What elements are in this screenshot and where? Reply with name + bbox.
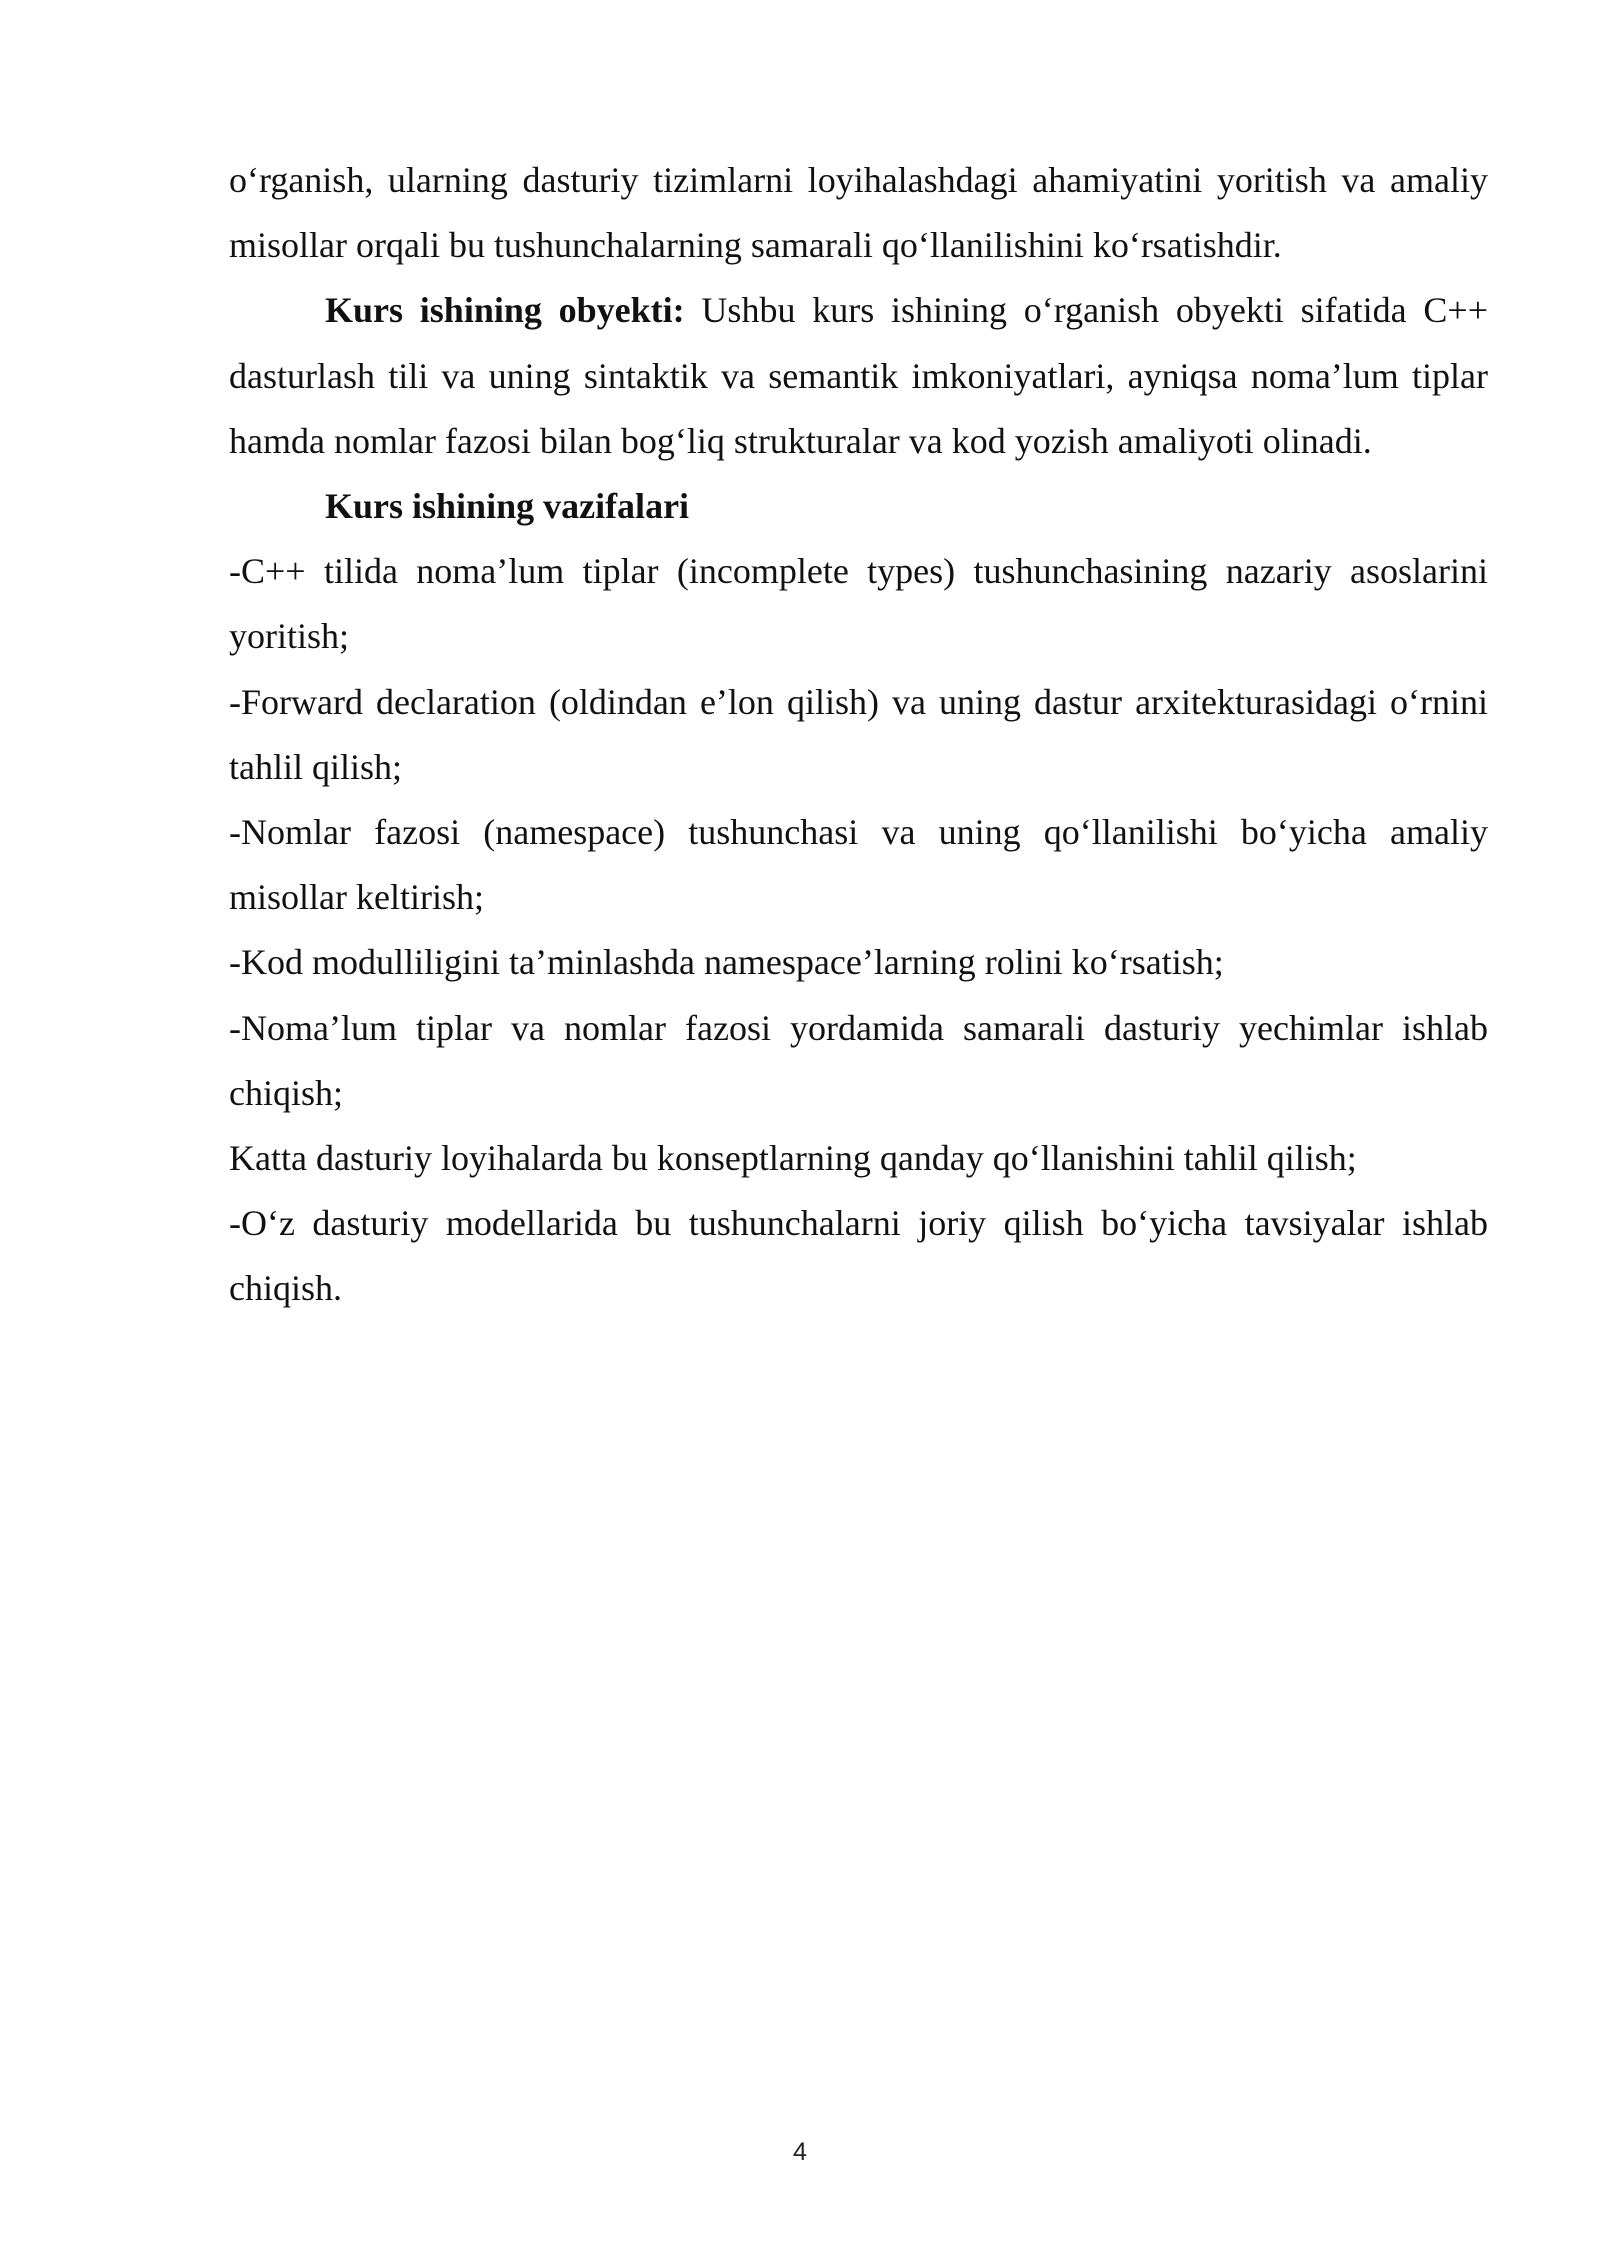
tasks-heading: Kurs ishining vazifalari	[325, 486, 690, 527]
object-heading: Kurs ishining obyekti:	[325, 290, 685, 331]
intro-continuation-paragraph: o‘rganish, ularning dasturiy tizimlarni loyihalashdagi ahamiyatini yoritish va amaliy misollar orqali bu tushunchalarning samarali qo‘llanilishini ko‘rsatishdir.	[229, 160, 1488, 266]
page-number: 4	[793, 2138, 807, 2166]
task-item: -Noma’lum tiplar va nomlar fazosi yordamida samarali dasturiy yechimlar ishlab chiqish;	[229, 1007, 1488, 1113]
object-text: Ushbu kurs ishining o‘rganish obyekti sifatida C++ dasturlash tili va uning sintaktik va semantik imkoniyatlari, ayniqsa noma’lum tiplar hamda nomlar fazosi bilan bog‘liq strukturalar va kod yozish amaliyoti olinadi.	[229, 290, 1488, 461]
task-item: Katta dasturiy loyihalarda bu konseptlarning qanday qo‘llanishini tahlil qilish;	[229, 1138, 1357, 1179]
object-paragraph	[229, 278, 1488, 474]
task-item: -Nomlar fazosi (namespace) tushunchasi va uning qo‘llanilishi bo‘yicha amaliy misollar keltirish;	[229, 812, 1488, 918]
task-item: -O‘z dasturiy modellarida bu tushunchalarni joriy qilish bo‘yicha tavsiyalar ishlab chiqish.	[229, 1203, 1488, 1309]
task-item: -Kod modulliligini ta’minlashda namespace’larning rolini ko‘rsatish;	[229, 942, 1224, 983]
page-body	[229, 148, 1488, 1322]
task-item: -Forward declaration (oldindan e’lon qilish) va uning dastur arxitekturasidagi o‘rnini tahlil qilish;	[229, 681, 1488, 787]
task-item: -C++ tilida noma’lum tiplar (incomplete types) tushunchasining nazariy asoslarini yoritish;	[229, 551, 1488, 657]
